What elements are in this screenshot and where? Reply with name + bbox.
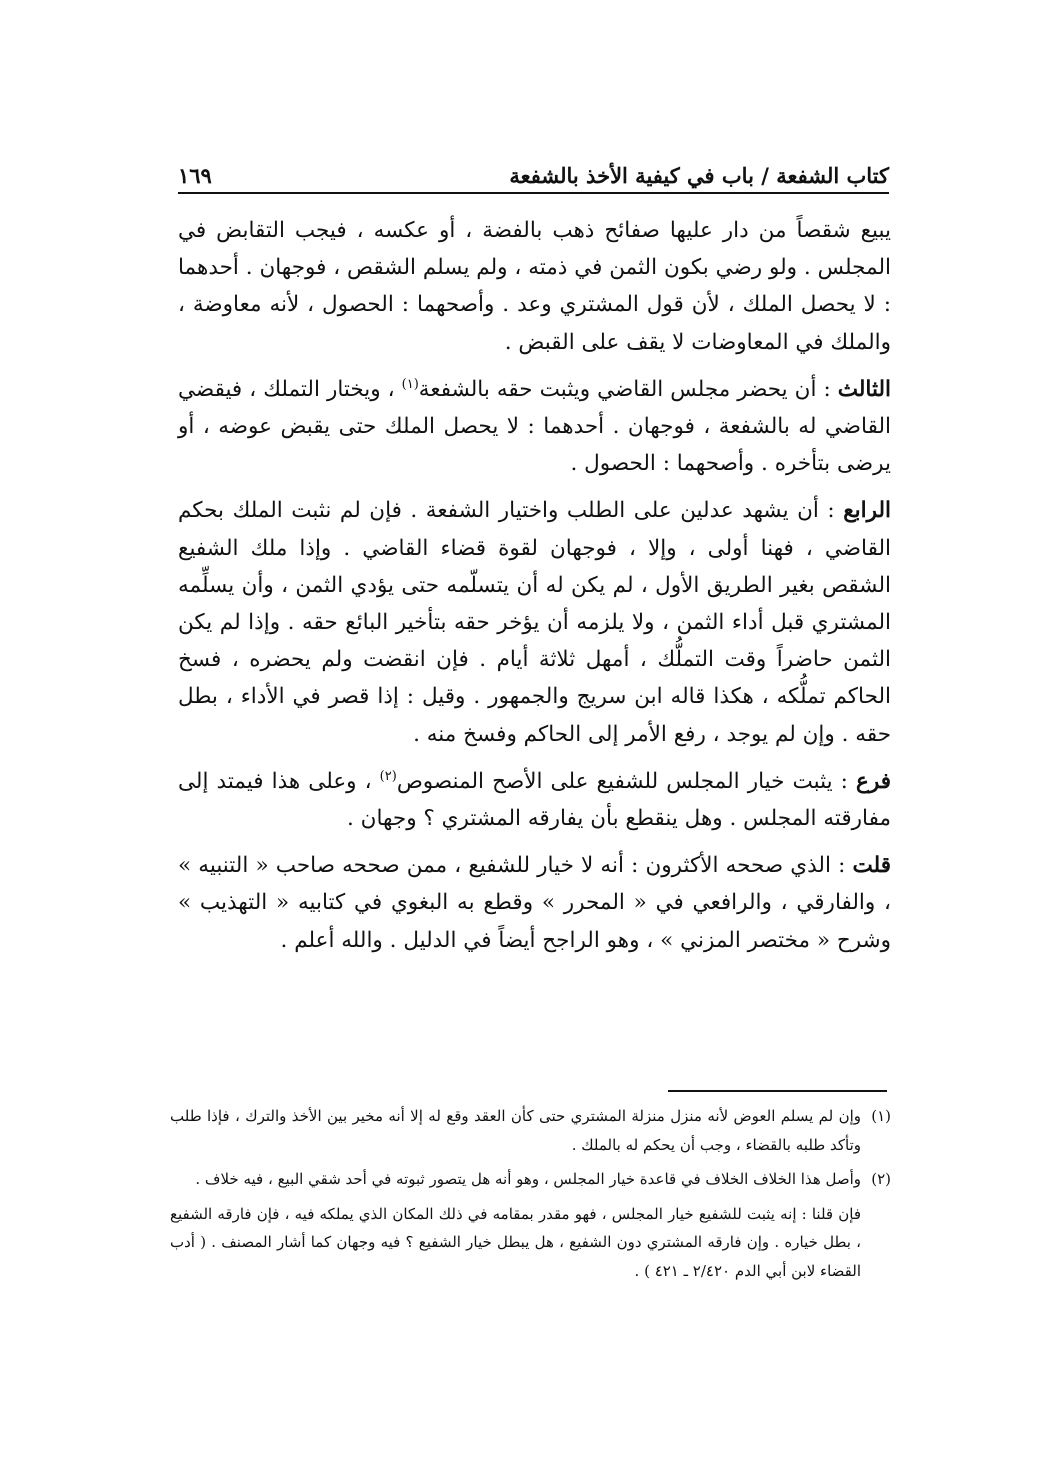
footnote-1 [170,1102,891,1159]
footnotes [170,1102,891,1286]
paragraph-2-text-b: ، ويختار التملك ، فيقضي القاضي له بالشفعة ، فوجهان . أحدهما : لا يحصل الملك حتى يقبض عوضه ، أو يرضى بتأخره . وأصحهما : الحصول . [178,376,891,477]
footnote-2-continuation: فإن قلنا : إنه يثبت للشفيع خيار المجلس ، فهو مقدر بمقامه في ذلك المكان الذي يملكه فيه ، فإن فارقه الشفيع ، بطل خياره . وإن فارقه المشتري دون الشفيع ، هل يبطل خيار الشفيع ؟ فيه وجهان كما أشار المصنف . ( أدب القضاء لابن أبي الدم ٢/٤٢٠ ـ ٤٢١ ) . [170,1204,861,1280]
paragraph-2 [178,371,891,483]
paragraph-5-text: : الذي صححه الأكثرون : أنه لا خيار للشفيع ، ممن صححه صاحب « التنبيه » ، والفارقي ، والرافعي في « المحرر » وقطع به البغوي في كتابيه « التهذيب » وشرح « مختصر المزني » ، وهو الراجح أيضاً في الدليل . والله أعلم . [178,853,891,953]
paragraph-2-lead: الثالث [837,376,891,402]
footnote-2-number: (٢) [871,1170,891,1189]
paragraph-3-text: : أن يشهد عدلين على الطلب واختيار الشفعة . فإن لم نثبت الملك بحكم القاضي ، فهنا أولى ، وإلا ، فوجهان لقوة قضاء القاضي . وإذا ملك الشفيع الشقص بغير الطريق الأول ، لم يكن له أن يتسلّمه حتى يؤدي الثمن ، وأن يسلِّمه المشتري قبل أداء الثمن ، ولا يلزمه أن يؤخر حقه بتأخير البائع حقه . وإذا لم يكن الثمن حاضراً وقت التملُّك ، أمهل ثلاثة أيام . فإن انقضت ولم يحضره ، فسخ الحاكم تملُّكه ، هكذا قاله ابن سريج والجمهور . وقيل : إذا قصر في الأداء ، بطل حقه . وإن لم يوجد ، رفع الأمر إلى الحاكم وفسخ منه . [178,498,891,747]
page-number: ١٦٩ [178,163,212,188]
header-divider [178,192,889,194]
footnote-2-text: وأصل هذا الخلاف الخلاف في قاعدة خيار المجلس ، وهو أنه هل يتصور ثبوته في أحد شقي البيع ، فيه خلاف . [195,1170,861,1189]
paragraph-4-text-b: ، وعلى هذا فيمتد إلى مفارقته المجلس . وهل ينقطع بأن يفارقه المشتري ؟ وجهان . [178,768,891,832]
paragraph-1: يبيع شقصاً من دار عليها صفائح ذهب بالفضة ، أو عكسه ، فيجب التقابض في المجلس . ولو رضي بكون الثمن في ذمته ، ولم يسلم الشقص ، فوجهان . أحدهما : لا يحصل الملك ، لأن قول المشتري وعد . وأصحهما : الحصول ، لأنه معاوضة ، والملك في المعاوضات لا يقف على القبض . [178,218,891,355]
footnote-ref-2[interactable]: (٢) [379,768,397,784]
footnote-2 [170,1165,891,1194]
paragraph-4-text-a: : يثبت خيار المجلس للشفيع على الأصح المنصوص [396,768,857,794]
running-title: كتاب الشفعة / باب في كيفية الأخذ بالشفعة [509,163,889,188]
main-text [178,212,891,969]
footnote-ref-1[interactable]: (١) [401,376,419,392]
paragraph-2-text-a: : أن يحضر مجلس القاضي ويثبت حقه بالشفعة [418,376,838,402]
footnote-1-number: (١) [871,1107,891,1125]
footnote-divider [668,1090,887,1092]
footnote-1-text: وإن لم يسلم العوض لأنه منزل منزلة المشتري حتى كأن العقد وقع له إلا أنه مخير بين الأخذ والترك ، فإذا طلب وتأكد طلبه بالقضاء ، وجب أن يحكم له بالملك . [170,1107,861,1154]
paragraph-4-lead: فرع [856,768,892,794]
paragraph-5-lead: قلت [852,853,891,879]
paragraph-3 [178,492,891,752]
paragraph-5 [178,847,891,959]
paragraph-4 [178,763,891,837]
page-header [178,152,889,188]
paragraph-3-lead: الرابع [843,498,891,524]
